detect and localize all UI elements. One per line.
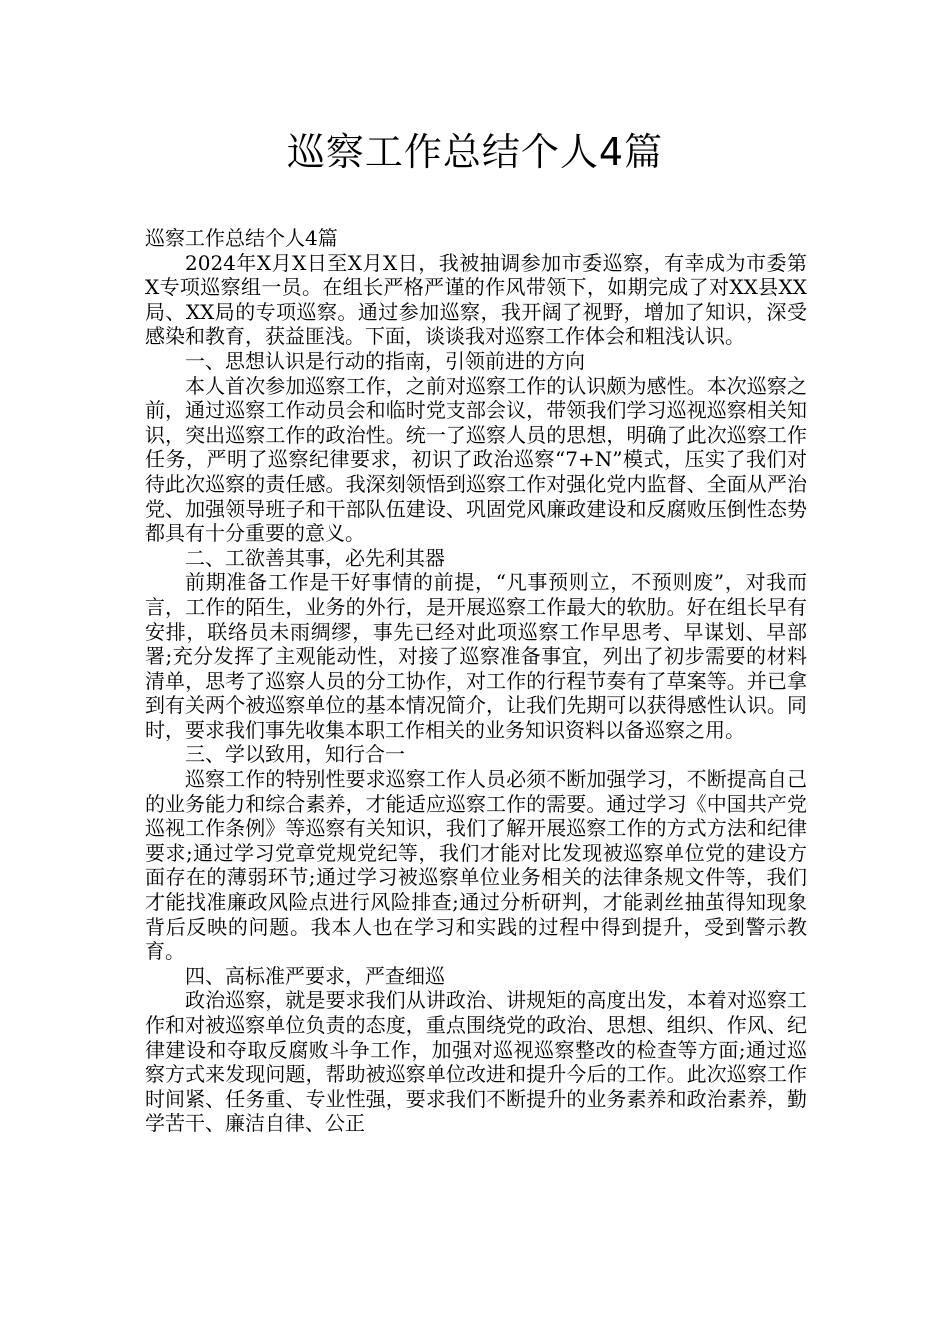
subtitle-line: 巡察工作总结个人4篇	[145, 226, 338, 250]
document-title: 巡察工作总结个人4篇	[286, 130, 664, 174]
section-heading-4: 四、高标准严要求，严查细巡	[185, 963, 445, 988]
paragraph-section-1: 本人首次参加巡察工作，之前对巡察工作的认识颇为感性。本次巡察之前，通过巡察工作动员会和临时党支部会议，带领我们学习巡视巡察相关知识，突出巡察工作的政治性。统一了巡察人员的思想，明确了此次巡察工作任务，严明了巡察纪律要求，初识了政治巡察“7+N”模式，压实了我们对待此次巡察的责任感。我深刻领悟到巡察工作对强化党内监督、全面从严治党、加强领导班子和干部队伍建设、巩固党风廉政建设和反腐败压倒性态势都具有十分重要的意义。	[145, 373, 807, 546]
document-body	[145, 226, 807, 1136]
paragraph-section-4: 政治巡察，就是要求我们从讲政治、讲规矩的高度出发，本着对巡察工作和对被巡察单位负责的态度，重点围绕党的政治、思想、组织、作风、纪律建设和夺取反腐败斗争工作，加强对巡视巡察整改的检查等方面;通过巡察方式来发现问题，帮助被巡察单位改进和提升今后的工作。此次巡察工作时间紧、任务重、专业性强，要求我们不断提升的业务素养和政治素养，勤学苦干、廉洁自律、公正	[145, 988, 807, 1136]
paragraph-section-3: 巡察工作的特别性要求巡察工作人员必须不断加强学习，不断提高自己的业务能力和综合素养，才能适应巡察工作的需要。通过学习《中国共产党巡视工作条例》等巡察有关知识，我们了解开展巡察工作的方式方法和纪律要求;通过学习党章党规党纪等，我们才能对比发现被巡察单位党的建设方面存在的薄弱环节;通过学习被巡察单位业务相关的法律条规文件等，我们才能找准廉政风险点进行风险排查;通过分析研判，才能剥丝抽茧得知现象背后反映的问题。我本人也在学习和实践的过程中得到提升，受到警示教育。	[145, 767, 807, 964]
paragraph-section-2: 前期准备工作是干好事情的前提，“凡事预则立，不预则废”，对我而言，工作的陌生，业务的外行，是开展巡察工作最大的软肋。好在组长早有安排，联络员未雨绸缪，事先已经对此项巡察工作早思考、早谋划、早部署;充分发挥了主观能动性，对接了巡察准备事宜，列出了初步需要的材料清单，思考了巡察人员的分工协作，对工作的行程节奏有了草案等。并已拿到有关两个被巡察单位的基本情况简介，让我们先期可以获得感性认识。同时，要求我们事先收集本职工作相关的业务知识资料以备巡察之用。	[145, 570, 807, 742]
section-heading-3: 三、学以致用，知行合一	[185, 742, 405, 767]
paragraph-intro: 2024年X月X日至X月X日，我被抽调参加市委巡察，有幸成为市委第X专项巡察组一员。在组长严格严谨的作风带领下，如期完成了对XX县XX局、XX局的专项巡察。通过参加巡察，我开阔了视野，增加了知识，深受感染和教育，获益匪浅。下面，谈谈我对巡察工作体会和粗浅认识。	[145, 250, 807, 349]
section-heading-2: 二、工欲善其事，必先利其器	[185, 545, 445, 570]
section-heading-1: 一、思想认识是行动的指南，引领前进的方向	[185, 348, 585, 373]
